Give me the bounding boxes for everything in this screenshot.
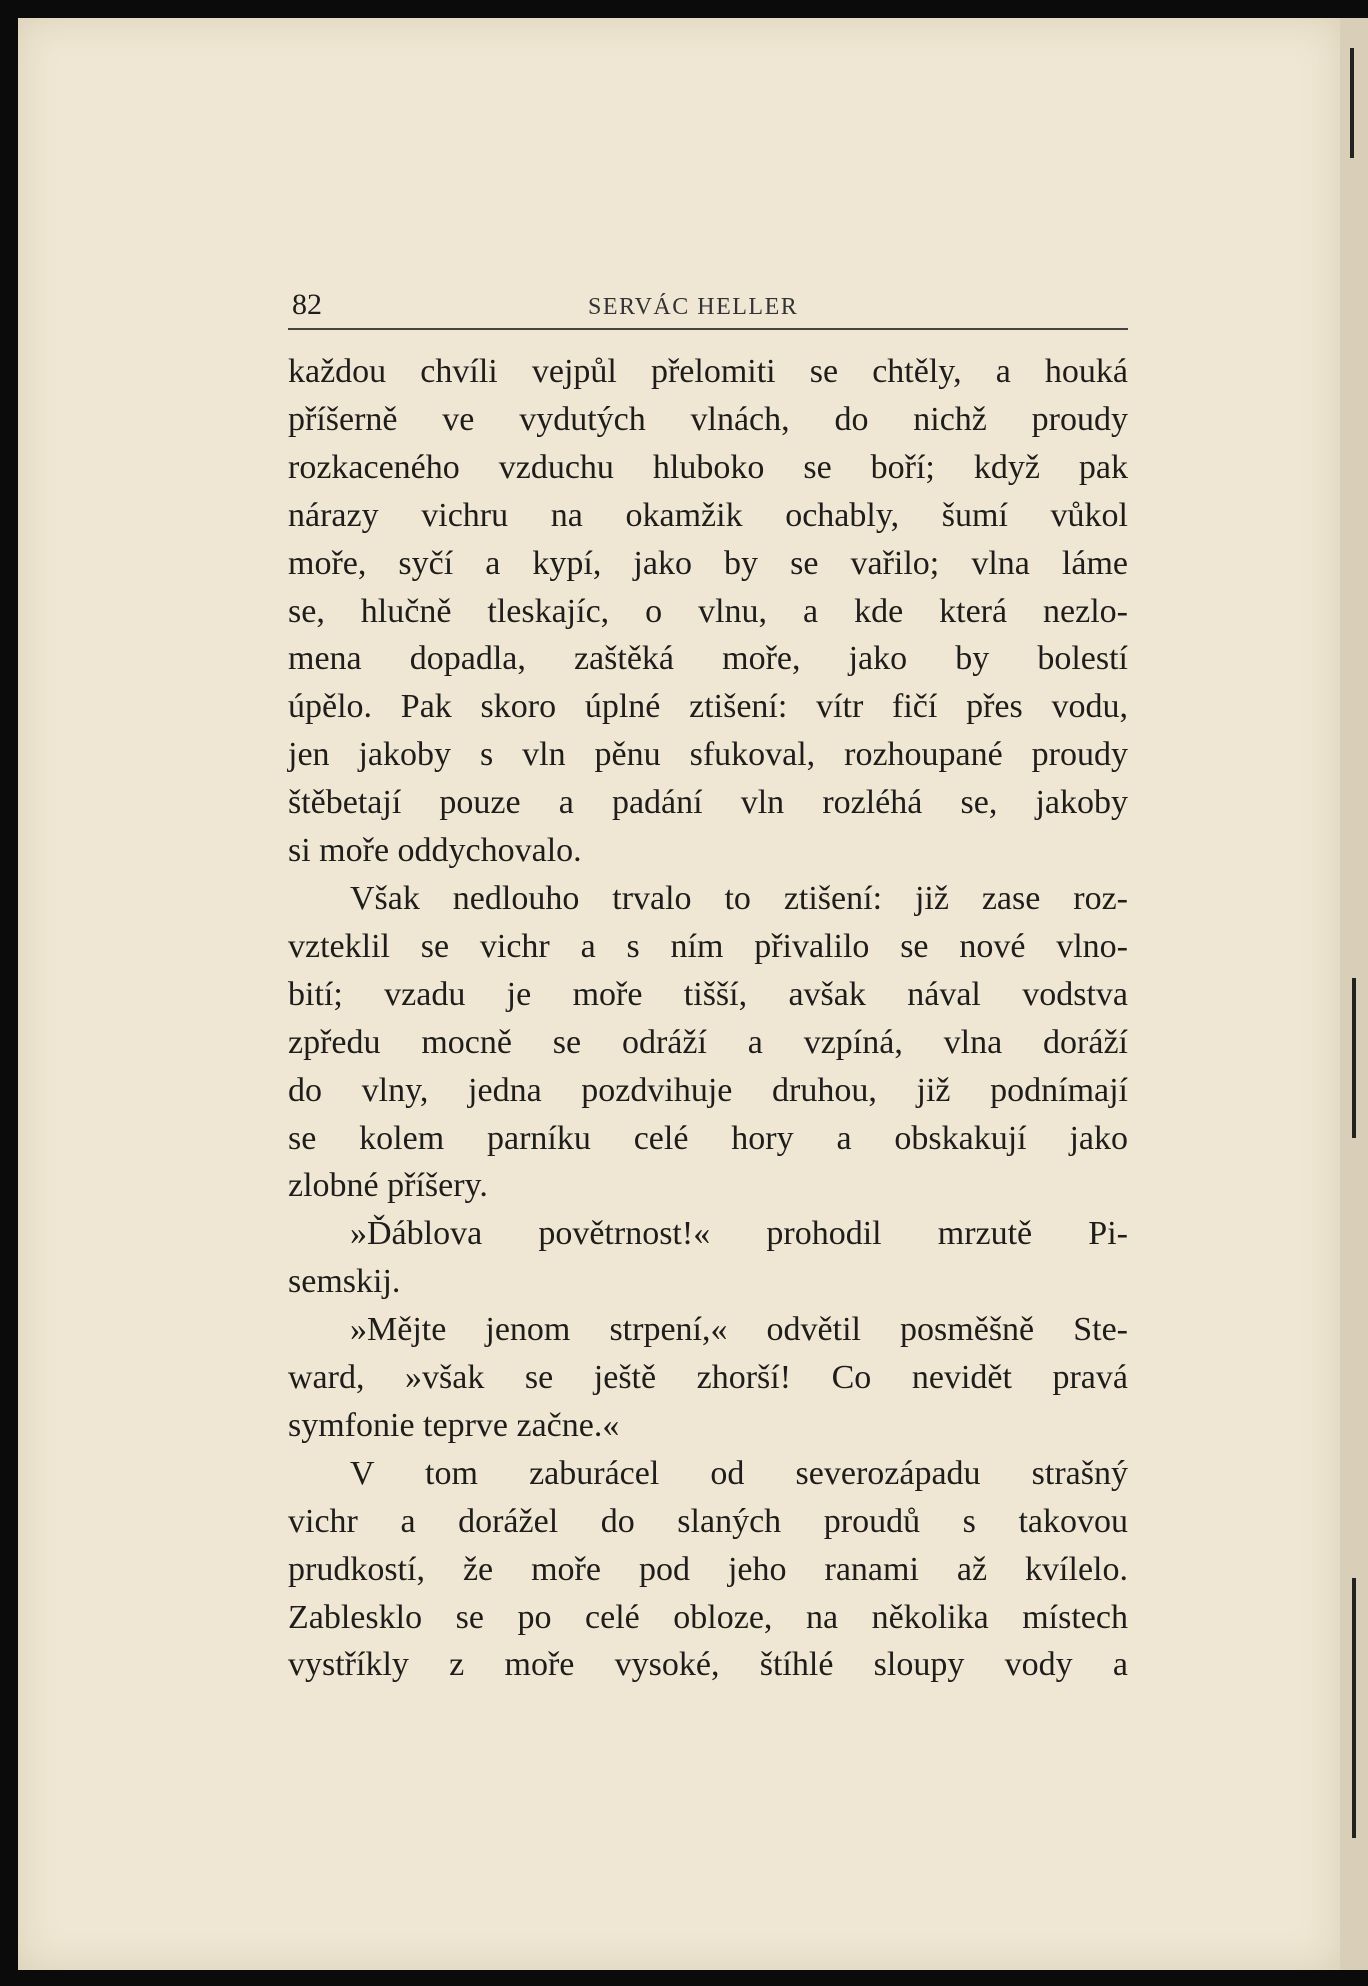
paragraph-start-line: Však nedlouho trvalo to ztišení: již zase roz- [350,879,1128,917]
edge-mark [1352,1578,1356,1838]
text-line: se kolem parníku celé hory a obskakují jako [288,1119,1128,1157]
page-text [288,280,1128,1689]
text-line: štěbetají pouze a padání vln rozléhá se, jakoby [288,784,1128,822]
paragraph-start-line: »Ďáblova povětrnost!« prohodil mrzutě Pi- [350,1215,1128,1253]
text-line: do vlny, jedna pozdvihuje druhou, již podnímají [288,1071,1128,1109]
running-head [288,280,1128,330]
text-line: zlobné příšery. [288,1167,488,1205]
text-line: Zablesklo se po celé obloze, na několika místech [288,1598,1128,1636]
text-line: mena dopadla, zaštěká moře, jako by bolestí [288,640,1128,678]
page-number: 82 [292,288,322,321]
text-line: každou chvíli vejpůl přelomiti se chtěly, a houká [288,353,1128,390]
paragraph-start-line: V tom zaburácel od severozápadu strašný [350,1454,1128,1492]
text-line: nárazy vichru na okamžik ochably, šumí vůkol [288,496,1128,534]
text-line: rozkaceného vzduchu hluboko se boří; když pak [288,448,1128,486]
text-line: příšerně ve vydutých vlnách, do nichž proudy [288,400,1128,438]
paragraph-start-line: »Mějte jenom strpení,« odvětil posměšně Ste- [350,1311,1128,1349]
text-line: jen jakoby s vln pěnu sfukoval, rozhoupané proudy [288,736,1128,774]
adjacent-page-edge [1340,18,1368,1970]
text-line: se, hlučně tleskajíc, o vlnu, a kde která nezlo- [288,592,1128,630]
text-line: vystříkly z moře vysoké, štíhlé sloupy vody a [288,1646,1128,1684]
text-line: vichr a dorážel do slaných proudů s takovou [288,1502,1128,1540]
text-line: zpředu mocně se odráží a vzpíná, vlna doráží [288,1023,1128,1061]
text-line: vzteklil se vichr a s ním přivalilo se nové vlno- [288,927,1128,965]
text-line: ward, »však se ještě zhorší! Co nevidět pravá [288,1359,1128,1397]
text-line: prudkostí, že moře pod jeho ranami až kvílelo. [288,1550,1128,1588]
text-line: bití; vzadu je moře tišší, avšak nával vodstva [288,975,1128,1013]
text-line: úpělo. Pak skoro úplné ztišení: vítr fičí přes vodu, [288,688,1128,726]
text-line: si moře oddychovalo. [288,832,582,870]
book-title: SERVÁC HELLER [588,294,799,320]
text-line: moře, syčí a kypí, jako by se vařilo; vlna láme [288,544,1128,582]
edge-mark [1352,978,1356,1138]
edge-mark [1350,48,1354,158]
text-line: symfonie teprve začne.« [288,1406,620,1444]
text-line: semskij. [288,1263,401,1301]
